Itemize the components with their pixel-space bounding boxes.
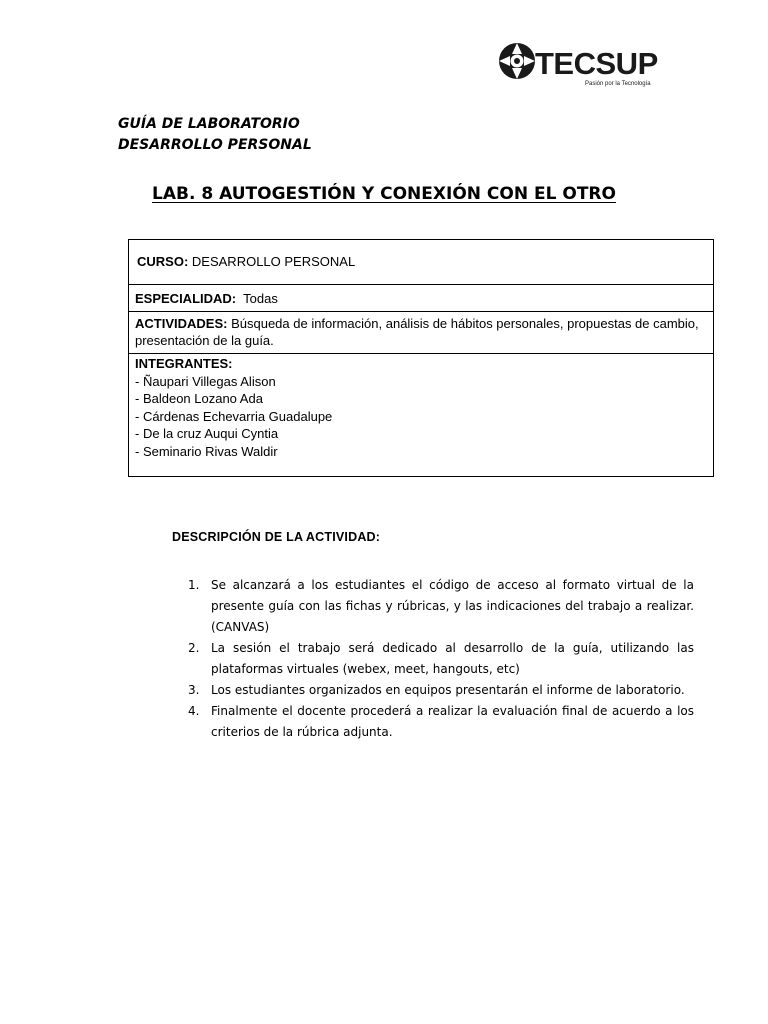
member-item: - Ñaupari Villegas Alison [135,373,276,389]
step-text: Finalmente el docente procederá a realizar la evaluación final de acuerdo a los criterios de la rúbrica adjunta. [211,704,694,739]
guide-course: DESARROLLO PERSONAL [118,137,312,153]
member-item: - De la cruz Auqui Cyntia [135,426,279,441]
guide-type: GUÍA DE LABORATORIO [118,116,300,132]
logo-wordmark: TECSUP [535,46,658,81]
logo-tagline: Pasión por la Tecnología [585,81,651,87]
step-number: 3. [188,683,200,697]
activities-value: Búsqueda de información, análisis de hábitos personales, propuestas de cambio, presentación de la guía. [135,316,699,348]
description-heading: DESCRIPCIÓN DE LA ACTIVIDAD: [172,530,381,544]
step-text: La sesión el trabajo será dedicado al desarrollo de la guía, utilizando las plataformas virtuales (webex, meet, hangouts, etc) [211,641,694,676]
member-item: - Baldeon Lozano Ada [135,391,263,406]
specialty-row [129,284,713,311]
tecsup-logo [497,40,672,90]
member-item: - Cárdenas Echevarria Guadalupe [135,408,333,424]
step-number: 2. [188,641,200,655]
specialty-label: ESPECIALIDAD: [135,291,237,306]
course-row [129,240,713,284]
info-table [128,239,714,477]
step-number: 4. [188,704,200,718]
step-text: Se alcanzará a los estudiantes el código de acceso al formato virtual de la presente guía con las fichas y rúbricas, y las indicaciones del trabajo a realizar. (CANVAS) [211,578,694,634]
specialty-value: Todas [243,291,278,306]
members-label: INTEGRANTES: [135,356,233,371]
list-item [178,701,694,743]
guide-heading [118,114,312,156]
tecsup-emblem-icon [499,43,535,79]
list-item [178,680,694,701]
page-title: LAB. 8 AUTOGESTIÓN Y CONEXIÓN CON EL OTRO [152,184,616,204]
members-row [129,353,713,476]
activities-row [129,311,713,353]
course-label: CURSO: [137,254,189,269]
activity-steps-list [178,575,694,743]
activities-label: ACTIVIDADES: [135,316,228,331]
step-number: 1. [188,578,200,592]
list-item [178,638,694,680]
course-value: DESARROLLO PERSONAL [191,254,356,269]
step-text: Los estudiantes organizados en equipos presentarán el informe de laboratorio. [211,683,685,697]
list-item [178,575,694,638]
member-item: - Seminario Rivas Waldir [135,443,278,459]
